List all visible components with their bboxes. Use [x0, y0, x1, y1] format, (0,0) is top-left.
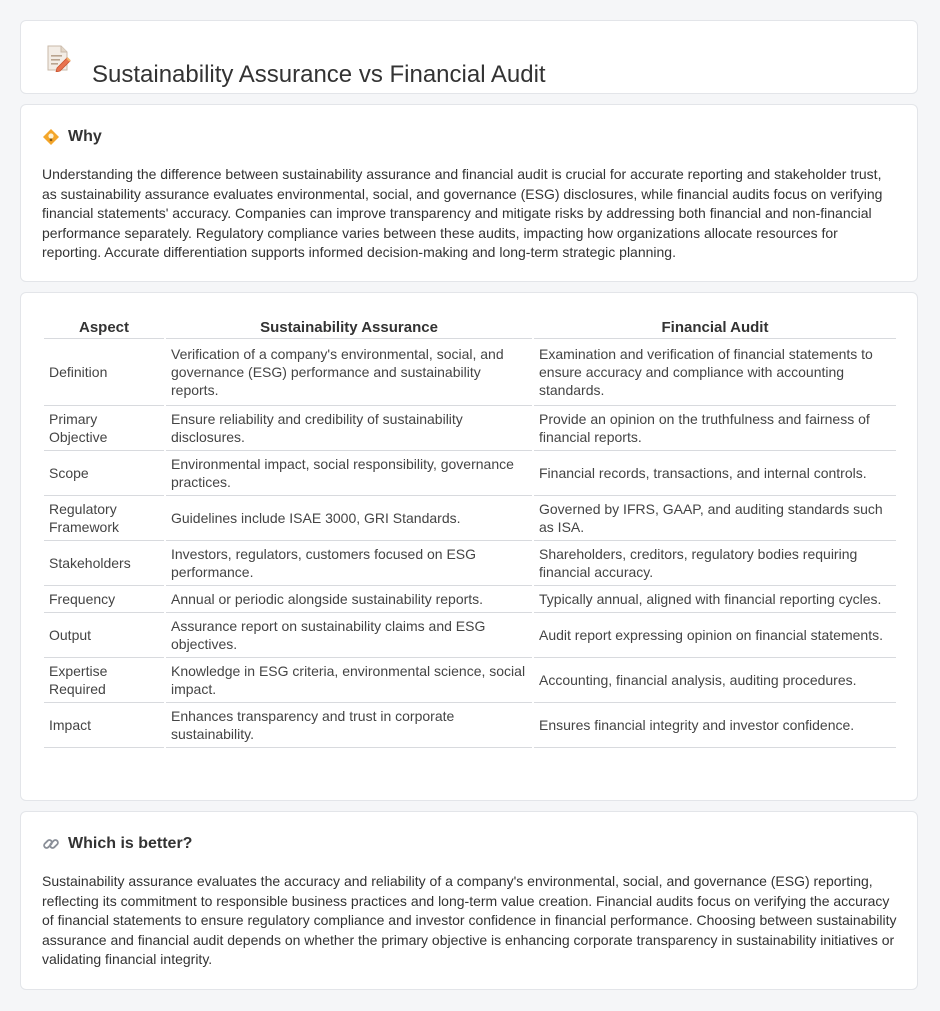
aspect-cell: Scope [44, 451, 164, 496]
aspect-cell: Definition [44, 339, 164, 406]
sustainability-assurance-cell: Guidelines include ISAE 3000, GRI Standards. [166, 496, 532, 541]
sustainability-assurance-cell: Verification of a company's environmental, social, and governance (ESG) performance and sustainability reports. [166, 339, 532, 406]
column-header-sustainability-assurance: Sustainability Assurance [166, 316, 532, 339]
sustainability-assurance-cell: Environmental impact, social responsibility, governance practices. [166, 451, 532, 496]
comparison-table [42, 316, 898, 748]
link-icon [42, 835, 60, 853]
why-heading [42, 125, 102, 149]
sustainability-assurance-cell: Enhances transparency and trust in corporate sustainability. [166, 703, 532, 748]
document-edit-icon [45, 44, 71, 72]
table-row [44, 658, 896, 703]
table-row [44, 339, 896, 406]
financial-audit-cell: Provide an opinion on the truthfulness and fairness of financial reports. [534, 406, 896, 451]
table-row [44, 406, 896, 451]
sustainability-assurance-cell: Knowledge in ESG criteria, environmental science, social impact. [166, 658, 532, 703]
financial-audit-cell: Examination and verification of financial statements to ensure accuracy and compliance with accounting standards. [534, 339, 896, 406]
financial-audit-cell: Financial records, transactions, and internal controls. [534, 451, 896, 496]
aspect-cell: Output [44, 613, 164, 658]
header-card [20, 20, 918, 94]
aspect-cell: Expertise Required [44, 658, 164, 703]
sustainability-assurance-cell: Assurance report on sustainability claims and ESG objectives. [166, 613, 532, 658]
comparison-table-card [20, 292, 918, 801]
financial-audit-cell: Audit report expressing opinion on financial statements. [534, 613, 896, 658]
financial-audit-cell: Shareholders, creditors, regulatory bodies requiring financial accuracy. [534, 541, 896, 586]
table-header-row [44, 316, 896, 339]
why-section [20, 104, 918, 282]
lightbulb-diamond-icon [42, 128, 60, 146]
aspect-cell: Frequency [44, 586, 164, 613]
which-is-better-heading-label: Which is better? [68, 835, 193, 852]
table-row [44, 496, 896, 541]
aspect-cell: Regulatory Framework [44, 496, 164, 541]
which-is-better-heading [42, 832, 192, 856]
table-row [44, 541, 896, 586]
why-text: Understanding the difference between sustainability assurance and financial audit is crucial for accurate reporting and stakeholder trust, as sustainability assurance evaluates environmental, social, and governance (ESG) disclosures, while financial audits focus on verifying financial statements' accuracy. Companies can improve transparency and mitigate risks by addressing both financial and non-financial performance separately. Regulatory compliance varies between these audits, impacting how organizations allocate resources for reporting. Accurate differentiation supports informed decision-making and long-term strategic planning. [42, 166, 883, 260]
table-row [44, 613, 896, 658]
sustainability-assurance-cell: Investors, regulators, customers focused on ESG performance. [166, 541, 532, 586]
table-row [44, 451, 896, 496]
page-title: Sustainability Assurance vs Financial Audit [92, 61, 546, 89]
which-is-better-section [20, 811, 918, 990]
column-header-aspect: Aspect [44, 316, 164, 339]
financial-audit-cell: Typically annual, aligned with financial reporting cycles. [534, 586, 896, 613]
aspect-cell: Primary Objective [44, 406, 164, 451]
table-row [44, 586, 896, 613]
column-header-financial-audit: Financial Audit [534, 316, 896, 339]
why-heading-label: Why [68, 128, 102, 145]
aspect-cell: Impact [44, 703, 164, 748]
financial-audit-cell: Accounting, financial analysis, auditing procedures. [534, 658, 896, 703]
aspect-cell: Stakeholders [44, 541, 164, 586]
financial-audit-cell: Governed by IFRS, GAAP, and auditing standards such as ISA. [534, 496, 896, 541]
financial-audit-cell: Ensures financial integrity and investor confidence. [534, 703, 896, 748]
table-row [44, 703, 896, 748]
which-is-better-text: Sustainability assurance evaluates the accuracy and reliability of a company's environmental, social, and governance (ESG) reporting, reflecting its commitment to responsible business practices and long-term value creation. Financial audits focus on verifying the accuracy of financial statements to ensure regulatory compliance and investor confidence in financial performance. Choosing between sustainability assurance and financial audit depends on whether the primary objective is enhancing corporate transparency in sustainability initiatives or validating financial integrity. [42, 873, 897, 967]
sustainability-assurance-cell: Ensure reliability and credibility of sustainability disclosures. [166, 406, 532, 451]
sustainability-assurance-cell: Annual or periodic alongside sustainability reports. [166, 586, 532, 613]
